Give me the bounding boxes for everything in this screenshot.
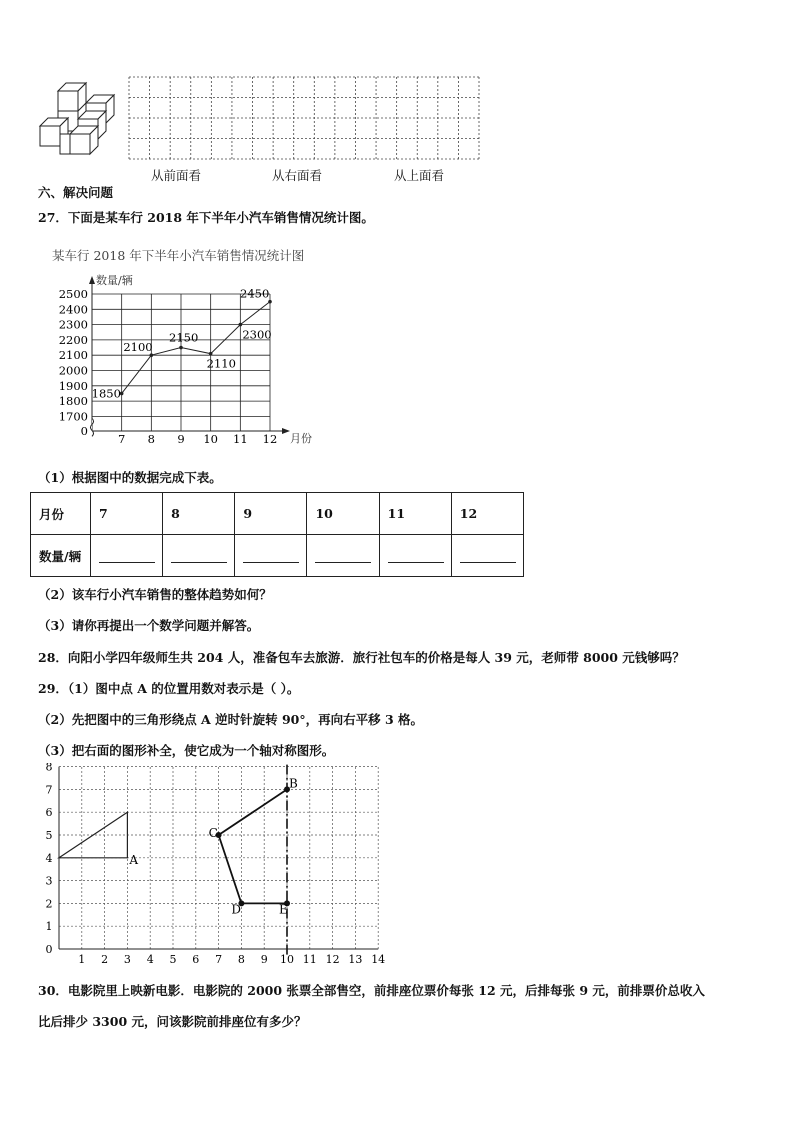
table-month-cell: 11 <box>379 493 451 535</box>
data-label: 2100 <box>123 340 153 355</box>
q27-sub1: （1）根据图中的数据完成下表。 <box>38 470 222 485</box>
data-point <box>179 346 183 350</box>
data-point <box>209 352 213 356</box>
x-tick-label: 12 <box>325 953 340 966</box>
view-drawing-grid <box>128 76 480 160</box>
y-tick-label: 2000 <box>58 363 88 378</box>
answer-blank[interactable] <box>460 548 516 563</box>
sales-table <box>30 492 524 577</box>
x-tick-label: 1 <box>78 953 86 966</box>
answer-blank[interactable] <box>243 548 299 563</box>
x-tick-label: 8 <box>237 953 245 966</box>
point-label-B: B <box>289 776 298 791</box>
y-tick-label: 0 <box>80 424 88 438</box>
y-tick-label: 3 <box>45 874 53 888</box>
y-tick-label: 2500 <box>58 287 88 301</box>
x-tick-label: 10 <box>203 432 218 446</box>
table-row <box>31 493 524 535</box>
answer-blank[interactable] <box>171 548 227 563</box>
y-tick-label: 0 <box>45 943 53 956</box>
triangle <box>59 812 127 858</box>
x-tick-label: 3 <box>123 953 131 966</box>
sales-line-chart <box>44 244 334 449</box>
y-tick-label: 7 <box>45 783 53 797</box>
answer-blank[interactable] <box>315 548 371 563</box>
q27-sub2: （2）该车行小汽车销售的整体趋势如何？ <box>38 587 272 602</box>
y-tick-label: 1700 <box>58 409 88 424</box>
x-tick-label: 14 <box>371 953 386 966</box>
data-label: 2150 <box>169 330 199 345</box>
data-label: 1850 <box>91 386 121 401</box>
answer-blank[interactable] <box>99 548 155 563</box>
q29-sub3: （3）把右面的图形补全，使它成为一个轴对称图形。 <box>38 743 335 758</box>
x-tick-label: 7 <box>118 432 126 446</box>
x-tick-label: 9 <box>177 432 185 446</box>
y-tick-label: 2100 <box>58 348 88 363</box>
answer-blank[interactable] <box>388 548 444 563</box>
y-tick-label: 1800 <box>58 394 88 409</box>
x-tick-label: 5 <box>169 953 177 966</box>
x-tick-label: 8 <box>147 432 155 446</box>
point-label-C: C <box>208 826 218 840</box>
q27-sub3: （3）请你再提出一个数学问题并解答。 <box>38 618 260 633</box>
y-tick-label: 6 <box>45 806 53 820</box>
y-tick-label: 2400 <box>58 302 88 317</box>
y-axis-arrow <box>89 276 95 284</box>
table-month-cell: 10 <box>307 493 379 535</box>
data-point <box>239 323 243 327</box>
view-top-label: 从上面看 <box>394 168 445 183</box>
x-tick-label: 11 <box>233 432 248 446</box>
y-tick-label: 5 <box>45 829 53 842</box>
cube-stack-figure <box>36 76 126 158</box>
x-axis-label: 月份 <box>290 432 312 445</box>
x-axis-arrow <box>282 428 290 434</box>
section-title: 六、解决问题 <box>38 185 114 200</box>
coordinate-grid <box>36 763 396 969</box>
point-label-A: A <box>129 852 139 867</box>
data-label: 2110 <box>206 356 236 371</box>
axis-break <box>91 418 94 436</box>
q30-line2: 比后排少 3300 元，问该影院前排座位有多少？ <box>38 1014 307 1029</box>
chart-title: 某车行 2018 年下半年小汽车销售情况统计图 <box>52 248 305 263</box>
x-tick-label: 11 <box>302 953 317 966</box>
view-front-label: 从前面看 <box>151 168 202 183</box>
x-tick-label: 6 <box>192 953 200 966</box>
x-tick-label: 4 <box>146 953 154 966</box>
partial-figure <box>219 789 287 903</box>
q30-line1: 30．电影院里上映新电影．电影院的 2000 张票全部售空，前排座位票价每张 12 元，后排每张 9 元，前排票价总收入 <box>38 983 705 998</box>
x-tick-label: 10 <box>280 953 294 966</box>
table-header-label: 月份 <box>31 493 91 535</box>
point-label-D: D <box>231 902 242 917</box>
q27-stem: 27．下面是某车行 2018 年下半年小汽车销售情况统计图。 <box>38 210 374 225</box>
y-tick-label: 2200 <box>58 332 88 347</box>
x-tick-label: 12 <box>262 432 278 446</box>
data-label: 2300 <box>242 327 272 342</box>
data-label: 2450 <box>240 286 270 301</box>
y-tick-label: 2300 <box>58 317 88 332</box>
x-tick-label: 2 <box>101 953 109 966</box>
table-month-cell: 9 <box>235 493 307 535</box>
table-month-cell: 8 <box>163 493 235 535</box>
y-tick-label: 2 <box>45 897 53 911</box>
x-tick-label: 7 <box>215 953 223 966</box>
point-label-E: E <box>279 902 288 917</box>
x-tick-label: 13 <box>348 953 363 966</box>
q28-text: 28．向阳小学四年级师生共 204 人，准备包车去旅游．旅行社包车的价格是每人 39 元，老师带 8000 元钱够吗？ <box>38 650 685 665</box>
y-axis-label: 数量/辆 <box>96 274 133 287</box>
table-row <box>31 535 524 577</box>
y-tick-label: 1900 <box>58 378 88 393</box>
x-tick-label: 9 <box>260 953 268 966</box>
table-month-cell: 7 <box>91 493 163 535</box>
y-tick-label: 8 <box>45 763 53 774</box>
table-month-cell: 12 <box>451 493 523 535</box>
view-right-label: 从右面看 <box>272 168 323 183</box>
table-row-label: 数量/辆 <box>31 535 91 577</box>
y-tick-label: 1 <box>45 920 53 934</box>
y-tick-label: 4 <box>45 851 53 865</box>
q29-sub1: 29．（1）图中点 A 的位置用数对表示是（ ）。 <box>38 681 300 696</box>
q29-sub2: （2）先把图中的三角形绕点 A 逆时针旋转 90°，再向右平移 3 格。 <box>38 712 423 727</box>
